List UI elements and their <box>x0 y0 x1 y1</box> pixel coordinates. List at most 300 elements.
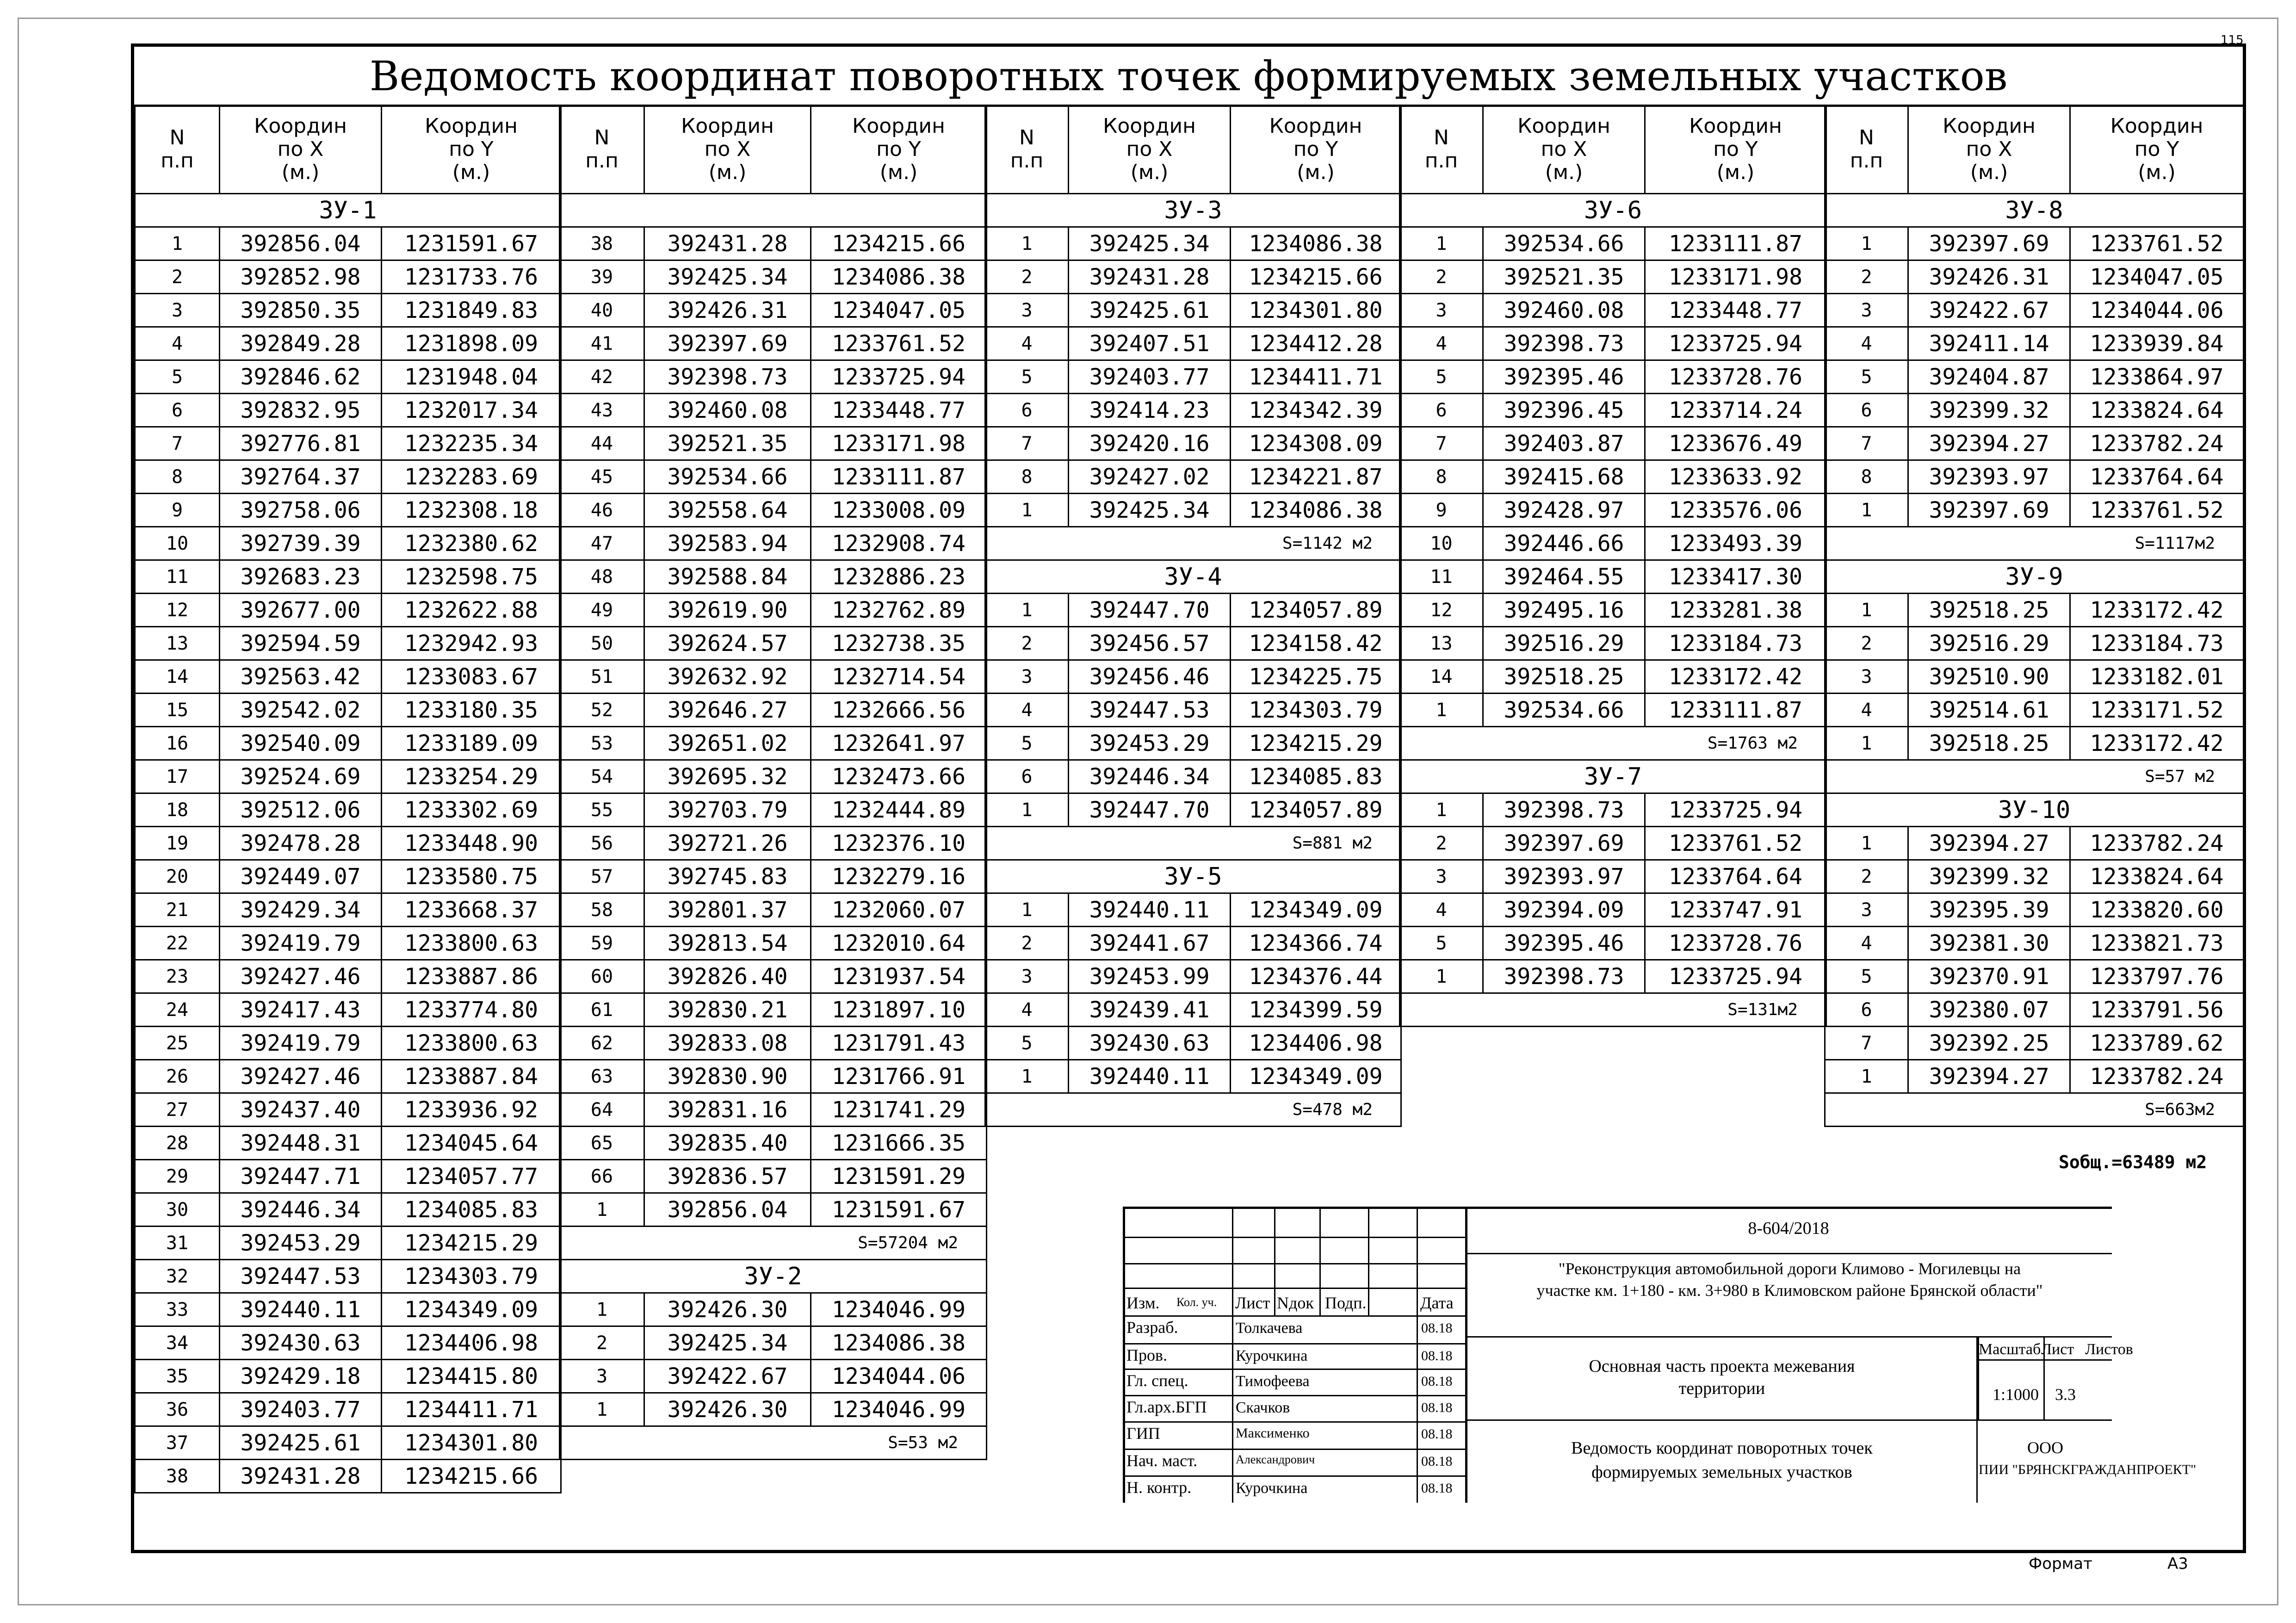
coord-x: 392447.70 <box>1069 594 1231 627</box>
coord-y: 1233887.86 <box>382 960 561 993</box>
signer-name: Курочкина <box>1236 1347 1308 1364</box>
point-number: 4 <box>1400 893 1483 927</box>
point-number: 15 <box>135 694 220 727</box>
point-number: 2 <box>560 1326 644 1360</box>
point-number: 55 <box>560 793 644 827</box>
coord-y: 1231897.10 <box>811 993 987 1027</box>
table-row <box>135 1093 561 1127</box>
point-number: 1 <box>985 594 1069 627</box>
point-number: 10 <box>1400 527 1483 560</box>
coord-y: 1231766.91 <box>811 1060 987 1093</box>
coord-x: 392677.00 <box>220 594 382 627</box>
coord-y: 1233821.73 <box>2070 927 2244 960</box>
point-number: 1 <box>985 893 1069 927</box>
coord-y: 1232714.54 <box>811 660 987 694</box>
point-number: 29 <box>135 1160 220 1193</box>
section-title: ЗУ-3 <box>985 194 1401 227</box>
table-row <box>135 827 561 860</box>
table-row <box>560 927 987 960</box>
table-row <box>135 760 561 793</box>
coord-y: 1234342.39 <box>1231 394 1401 427</box>
table-row <box>985 360 1401 394</box>
point-number: 16 <box>135 727 220 760</box>
table-row <box>560 1127 987 1160</box>
point-number: 13 <box>135 627 220 660</box>
coord-y: 1233791.56 <box>2070 993 2244 1027</box>
coord-x: 392624.57 <box>644 627 811 660</box>
point-number: 44 <box>560 427 644 460</box>
coord-y: 1233111.87 <box>1645 694 1826 727</box>
n-header <box>560 105 644 194</box>
coord-x: 392393.97 <box>1908 460 2070 494</box>
sign-date: 08.18 <box>1421 1426 1453 1442</box>
section-row <box>135 194 561 227</box>
y-header <box>1231 105 1401 194</box>
point-number: 2 <box>985 627 1069 660</box>
x-header-line: по X <box>1541 137 1587 161</box>
coord-x: 392836.57 <box>644 1160 811 1193</box>
table-row <box>1400 960 1826 993</box>
x-header-line: (м.) <box>708 161 747 184</box>
coord-y: 1234057.77 <box>382 1160 561 1193</box>
part-name-line2: территории <box>1678 1379 1765 1398</box>
coord-y: 1233761.52 <box>1645 827 1826 860</box>
point-number: 57 <box>560 860 644 893</box>
table-row <box>560 360 987 394</box>
table-row <box>135 1260 561 1293</box>
coord-x: 392453.29 <box>220 1227 382 1260</box>
point-number: 8 <box>985 460 1069 494</box>
area-value: S=57 м2 <box>1825 760 2244 793</box>
signer-role: Нач. маст. <box>1126 1451 1198 1470</box>
coord-y: 1233774.80 <box>382 993 561 1027</box>
coord-x: 392516.29 <box>1483 627 1645 660</box>
coord-y: 1234044.06 <box>811 1360 987 1393</box>
coord-y: 1233171.52 <box>2070 694 2244 727</box>
coord-x: 392397.69 <box>1483 827 1645 860</box>
table-row <box>135 1060 561 1093</box>
y-header <box>1645 105 1826 194</box>
point-number: 22 <box>135 927 220 960</box>
coord-y: 1233764.64 <box>2070 460 2244 494</box>
point-number: 3 <box>985 660 1069 694</box>
coord-x: 392422.67 <box>1908 294 2070 327</box>
point-number: 6 <box>1400 394 1483 427</box>
point-number: 1 <box>1400 227 1483 260</box>
coord-y: 1234349.09 <box>1231 1060 1401 1093</box>
coord-y: 1232235.34 <box>382 427 561 460</box>
table-row <box>560 1160 987 1193</box>
coord-x: 392430.63 <box>1069 1027 1231 1060</box>
coord-y: 1233936.92 <box>382 1093 561 1127</box>
area-value: S=881 м2 <box>985 827 1401 860</box>
coord-x: 392594.59 <box>220 627 382 660</box>
table-row <box>560 560 987 594</box>
coord-y: 1234303.79 <box>382 1260 561 1293</box>
point-number: 5 <box>1825 960 1908 993</box>
coord-x: 392447.53 <box>220 1260 382 1293</box>
total-area: Sобщ.=63489 м2 <box>2059 1152 2207 1172</box>
table-row <box>135 860 561 893</box>
coord-y: 1233172.42 <box>2070 727 2244 760</box>
table-row <box>560 327 987 360</box>
coord-y: 1234085.83 <box>382 1193 561 1227</box>
stamp-head-list: Лист <box>1235 1294 1270 1312</box>
signer-role: Пров. <box>1126 1346 1167 1364</box>
table-row <box>985 960 1401 993</box>
area-value: S=131м2 <box>1400 993 1826 1027</box>
coord-x: 392395.46 <box>1483 927 1645 960</box>
y-header-line: (м.) <box>879 161 918 184</box>
coord-x: 392453.29 <box>1069 727 1231 760</box>
header-row <box>985 105 1401 194</box>
y-header-line: Координ <box>1689 114 1782 138</box>
coord-x: 392518.25 <box>1908 594 2070 627</box>
coord-x: 392534.66 <box>1483 227 1645 260</box>
coord-y: 1231898.09 <box>382 327 561 360</box>
table-row <box>560 660 987 694</box>
coord-x: 392397.69 <box>1908 494 2070 527</box>
area-row <box>1400 727 1826 760</box>
table-row <box>985 260 1401 294</box>
point-number: 14 <box>1400 660 1483 694</box>
coord-x: 392429.34 <box>220 893 382 927</box>
point-number: 31 <box>135 1227 220 1260</box>
table-row <box>135 594 561 627</box>
point-number: 12 <box>1400 594 1483 627</box>
table-row <box>560 1293 987 1326</box>
coord-x: 392583.94 <box>644 527 811 560</box>
sign-date: 08.18 <box>1421 1400 1453 1415</box>
table-row <box>560 527 987 560</box>
x-header <box>1483 105 1645 194</box>
point-number: 1 <box>560 1193 644 1227</box>
coord-x: 392428.97 <box>1483 494 1645 527</box>
point-number: 19 <box>135 827 220 860</box>
table-row <box>1400 260 1826 294</box>
coord-y: 1233111.87 <box>811 460 987 494</box>
area-row <box>1400 993 1826 1027</box>
point-number: 43 <box>560 394 644 427</box>
coord-y: 1233171.98 <box>1645 260 1826 294</box>
coord-y: 1234399.59 <box>1231 993 1401 1027</box>
coords-table-zu1-right-zu2 <box>559 105 987 1460</box>
sign-date: 08.18 <box>1421 1348 1453 1363</box>
table-row <box>1400 294 1826 327</box>
point-number: 5 <box>985 727 1069 760</box>
table-row <box>135 727 561 760</box>
n-header-line: N <box>594 126 610 149</box>
point-number: 5 <box>135 360 220 394</box>
coord-x: 392414.23 <box>1069 394 1231 427</box>
section-row <box>985 860 1401 893</box>
coord-x: 392429.18 <box>220 1360 382 1393</box>
coord-x: 392826.40 <box>644 960 811 993</box>
coord-y: 1232380.62 <box>382 527 561 560</box>
coord-x: 392524.69 <box>220 760 382 793</box>
section-title: ЗУ-5 <box>985 860 1401 893</box>
coord-y: 1234225.75 <box>1231 660 1401 694</box>
table-row <box>1825 694 2244 727</box>
table-row <box>1825 960 2244 993</box>
signer-name: Максименко <box>1236 1425 1310 1441</box>
header-row <box>1400 105 1826 194</box>
table-row <box>135 1326 561 1360</box>
table-row <box>560 594 987 627</box>
coord-x: 392415.68 <box>1483 460 1645 494</box>
point-number: 40 <box>560 294 644 327</box>
table-row <box>1825 494 2244 527</box>
table-row <box>985 294 1401 327</box>
stamp-head-ndok: Nдок <box>1277 1294 1314 1312</box>
section-title: ЗУ-7 <box>1400 760 1826 793</box>
point-number: 3 <box>1400 294 1483 327</box>
header-row <box>1825 105 2244 194</box>
coord-x: 392521.35 <box>644 427 811 460</box>
table-row <box>135 1426 561 1460</box>
coord-x: 392407.51 <box>1069 327 1231 360</box>
point-number: 45 <box>560 460 644 494</box>
area-row <box>560 1426 987 1460</box>
table-row <box>135 927 561 960</box>
point-number: 11 <box>135 560 220 594</box>
table-row <box>560 460 987 494</box>
coord-y: 1234215.29 <box>1231 727 1401 760</box>
coord-y: 1233189.09 <box>382 727 561 760</box>
coord-y: 1233864.97 <box>2070 360 2244 394</box>
coord-x: 392739.39 <box>220 527 382 560</box>
point-number: 35 <box>135 1360 220 1393</box>
project-name-line2: участке км. 1+180 - км. 3+980 в Климовском районе Брянской области" <box>1536 1281 2043 1300</box>
point-number: 61 <box>560 993 644 1027</box>
table-row <box>560 1360 987 1393</box>
n-header <box>1825 105 1908 194</box>
x-header-line: по X <box>1966 137 2012 161</box>
coord-y: 1231591.29 <box>811 1160 987 1193</box>
section-title: ЗУ-6 <box>1400 194 1826 227</box>
sign-date: 08.18 <box>1421 1454 1453 1469</box>
section-row <box>1400 760 1826 793</box>
sign-date: 08.18 <box>1421 1374 1453 1389</box>
table-row <box>135 1160 561 1193</box>
x-header-line: Координ <box>1103 114 1196 138</box>
point-number: 4 <box>985 327 1069 360</box>
coord-x: 392830.90 <box>644 1060 811 1093</box>
coord-x: 392835.40 <box>644 1127 811 1160</box>
coord-x: 392431.28 <box>644 227 811 260</box>
coord-y: 1234406.98 <box>1231 1027 1401 1060</box>
table-row <box>560 1193 987 1227</box>
point-number: 1 <box>1400 793 1483 827</box>
coord-y: 1234047.05 <box>811 294 987 327</box>
area-row <box>1825 527 2244 560</box>
coord-y: 1233800.63 <box>382 1027 561 1060</box>
table-row <box>1400 527 1826 560</box>
x-header <box>644 105 811 194</box>
coord-x: 392417.43 <box>220 993 382 1027</box>
coord-y: 1233172.42 <box>2070 594 2244 627</box>
point-number: 3 <box>1825 660 1908 694</box>
point-number: 12 <box>135 594 220 627</box>
table-row <box>1825 660 2244 694</box>
coord-y: 1234057.89 <box>1231 594 1401 627</box>
sheets-header: Листов <box>2085 1341 2133 1358</box>
point-number: 1 <box>1825 594 1908 627</box>
coord-x: 392518.25 <box>1908 727 2070 760</box>
coord-y: 1233184.73 <box>2070 627 2244 660</box>
section-title: ЗУ-8 <box>1825 194 2244 227</box>
point-number: 32 <box>135 1260 220 1293</box>
coord-y: 1234411.71 <box>1231 360 1401 394</box>
coord-y: 1232598.75 <box>382 560 561 594</box>
point-number: 1 <box>1825 1060 1908 1093</box>
table-row <box>985 327 1401 360</box>
coord-y: 1233184.73 <box>1645 627 1826 660</box>
coord-x: 392588.84 <box>644 560 811 594</box>
area-row <box>1825 1093 2244 1127</box>
point-number: 3 <box>560 1360 644 1393</box>
point-number: 1 <box>1400 694 1483 727</box>
signer-role: Разраб. <box>1126 1318 1178 1337</box>
point-number: 14 <box>135 660 220 694</box>
x-header-line: Координ <box>681 114 774 138</box>
point-number: 5 <box>1400 360 1483 394</box>
point-number: 1 <box>1825 227 1908 260</box>
coord-x: 392447.70 <box>1069 793 1231 827</box>
table-row <box>1825 394 2244 427</box>
point-number: 52 <box>560 694 644 727</box>
point-number: 38 <box>560 227 644 260</box>
coord-y: 1231741.29 <box>811 1093 987 1127</box>
point-number: 65 <box>560 1127 644 1160</box>
coord-x: 392426.31 <box>644 294 811 327</box>
coord-x: 392419.79 <box>220 927 382 960</box>
coord-x: 392398.73 <box>1483 960 1645 993</box>
table-row <box>1825 827 2244 860</box>
coord-y: 1232886.23 <box>811 560 987 594</box>
section-row <box>1825 560 2244 594</box>
point-number: 18 <box>135 793 220 827</box>
point-number: 7 <box>135 427 220 460</box>
coord-x: 392514.61 <box>1908 694 2070 727</box>
coord-x: 392534.66 <box>1483 694 1645 727</box>
coord-x: 392427.02 <box>1069 460 1231 494</box>
coord-y: 1234301.80 <box>1231 294 1401 327</box>
table-row <box>135 993 561 1027</box>
coord-y: 1233725.94 <box>1645 960 1826 993</box>
table-row <box>1825 294 2244 327</box>
point-number: 20 <box>135 860 220 893</box>
table-row <box>560 1027 987 1060</box>
coord-x: 392441.67 <box>1069 927 1231 960</box>
coord-y: 1233676.49 <box>1645 427 1826 460</box>
coord-x: 392721.26 <box>644 827 811 860</box>
coord-y: 1233008.09 <box>811 494 987 527</box>
point-number: 27 <box>135 1093 220 1127</box>
y-header <box>2070 105 2244 194</box>
x-header-line: по X <box>704 137 751 161</box>
coord-y: 1233800.63 <box>382 927 561 960</box>
point-number: 2 <box>1825 260 1908 294</box>
coord-y: 1232622.88 <box>382 594 561 627</box>
point-number: 17 <box>135 760 220 793</box>
table-row <box>560 727 987 760</box>
coord-x: 392425.61 <box>220 1426 382 1460</box>
coord-y: 1232666.56 <box>811 694 987 727</box>
org-line2: ПИИ "БРЯНСКГРАЖДАНПРОЕКТ" <box>1979 1462 2197 1477</box>
coord-y: 1233782.24 <box>2070 1060 2244 1093</box>
table-row <box>1825 727 2244 760</box>
section-title: ЗУ-2 <box>560 1260 987 1293</box>
area-value: S=663м2 <box>1825 1093 2244 1127</box>
area-value: S=1142 м2 <box>985 527 1401 560</box>
coord-x: 392460.08 <box>1483 294 1645 327</box>
table-row <box>560 893 987 927</box>
project-name-line1: "Реконструкция автомобильной дороги Климово - Могилевцы на <box>1558 1259 2021 1278</box>
coord-x: 392419.79 <box>220 1027 382 1060</box>
table-row <box>135 960 561 993</box>
coord-y: 1234412.28 <box>1231 327 1401 360</box>
area-value: S=1117м2 <box>1825 527 2244 560</box>
coord-x: 392422.67 <box>644 1360 811 1393</box>
area-row <box>985 1093 1401 1127</box>
table-row <box>1825 427 2244 460</box>
coord-y: 1234085.83 <box>1231 760 1401 793</box>
point-number: 1 <box>1825 494 1908 527</box>
n-header-line: п.п <box>161 149 194 173</box>
table-row <box>135 1193 561 1227</box>
table-row <box>985 460 1401 494</box>
table-row <box>985 660 1401 694</box>
coord-x: 392399.32 <box>1908 860 2070 893</box>
table-row <box>560 760 987 793</box>
table-row <box>560 260 987 294</box>
table-row <box>985 694 1401 727</box>
coord-y: 1232908.74 <box>811 527 987 560</box>
coord-x: 392427.46 <box>220 960 382 993</box>
x-header-line: Координ <box>1517 114 1610 138</box>
coord-y: 1233493.39 <box>1645 527 1826 560</box>
section-row <box>1825 194 2244 227</box>
table-row <box>985 227 1401 260</box>
table-row <box>135 893 561 927</box>
coord-y: 1234349.09 <box>382 1293 561 1326</box>
coord-y: 1233939.84 <box>2070 327 2244 360</box>
table-row <box>135 1460 561 1493</box>
table-row <box>135 427 561 460</box>
sheet-header: Лист <box>2041 1341 2074 1358</box>
point-number: 62 <box>560 1027 644 1060</box>
coord-x: 392440.11 <box>220 1293 382 1326</box>
table-row <box>1400 394 1826 427</box>
point-number: 1 <box>985 494 1069 527</box>
coord-x: 392399.32 <box>1908 394 2070 427</box>
table-row <box>985 993 1401 1027</box>
point-number: 47 <box>560 527 644 560</box>
table-row <box>1825 460 2244 494</box>
coord-x: 392394.27 <box>1908 827 2070 860</box>
point-number: 5 <box>1400 927 1483 960</box>
signer-name: Скачков <box>1236 1399 1290 1416</box>
point-number: 7 <box>1825 427 1908 460</box>
table-row <box>1400 227 1826 260</box>
coord-x: 392394.27 <box>1908 427 2070 460</box>
coord-y: 1234215.66 <box>811 227 987 260</box>
org-line1: ООО <box>2027 1438 2063 1457</box>
point-number: 21 <box>135 893 220 927</box>
table-row <box>985 793 1401 827</box>
point-number: 11 <box>1400 560 1483 594</box>
